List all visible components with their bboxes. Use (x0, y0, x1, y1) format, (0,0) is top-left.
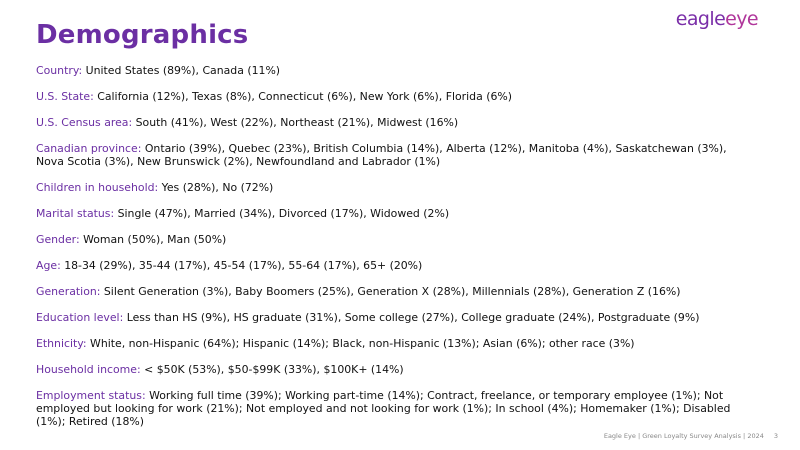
row-label: U.S. Census area: (36, 116, 133, 129)
row-household-income (36, 363, 756, 376)
row-value: United States (89%), Canada (11%) (82, 64, 281, 77)
page-number: 3 (773, 432, 778, 440)
row-label: U.S. State: (36, 90, 94, 103)
row-education-level (36, 311, 756, 324)
row-label: Canadian province: (36, 142, 142, 155)
row-age (36, 259, 756, 272)
row-label: Country: (36, 64, 83, 77)
footer-text: Eagle Eye | Green Loyalty Survey Analysis | 2024 (603, 432, 764, 440)
row-value: Ontario (39%), Quebec (23%), British Columbia (14%), Alberta (12%), Manitoba (4%), Saskatchewan (3%), Nova Scotia (3%), New Brunswick (2%), Newfoundland and Labrador (1%) (36, 142, 727, 168)
row-label: Marital status: (36, 207, 115, 220)
row-value: Single (47%), Married (34%), Divorced (17%), Widowed (2%) (114, 207, 450, 220)
row-us-state (36, 90, 756, 103)
row-value: Silent Generation (3%), Baby Boomers (25%), Generation X (28%), Millennials (28%), Generation Z (16%) (100, 285, 681, 298)
row-label: Ethnicity: (36, 337, 87, 350)
row-label: Education level: (36, 311, 124, 324)
row-country (36, 64, 756, 77)
page-title: Demographics (36, 20, 249, 50)
row-canadian-province (36, 142, 756, 168)
row-children-in-household (36, 181, 756, 194)
row-label: Age: (36, 259, 61, 272)
row-gender (36, 233, 756, 246)
row-value: Less than HS (9%), HS graduate (31%), Some college (27%), College graduate (24%), Postgraduate (9%) (123, 311, 700, 324)
row-label: Gender: (36, 233, 80, 246)
row-marital-status (36, 207, 756, 220)
row-value: California (12%), Texas (8%), Connecticut (6%), New York (6%), Florida (6%) (93, 90, 512, 103)
row-label: Children in household: (36, 181, 159, 194)
row-value: 18-34 (29%), 35-44 (17%), 45-54 (17%), 55-64 (17%), 65+ (20%) (60, 259, 423, 272)
row-generation (36, 285, 756, 298)
logo-part-2: eye (725, 8, 758, 30)
row-value: South (41%), West (22%), Northeast (21%), Midwest (16%) (132, 116, 459, 129)
footer (604, 432, 778, 440)
row-ethnicity (36, 337, 756, 350)
logo-part-1: eagle (675, 8, 726, 30)
row-value: Woman (50%), Man (50%) (79, 233, 227, 246)
row-value: < $50K (53%), $50-$99K (33%), $100K+ (14%) (140, 363, 404, 376)
demographics-list (36, 64, 756, 441)
row-label: Generation: (36, 285, 101, 298)
row-us-census-area (36, 116, 756, 129)
row-label: Household income: (36, 363, 141, 376)
row-employment-status (36, 389, 756, 428)
row-value: Working full time (39%); Working part-time (14%); Contract, freelance, or temporary employee (1%); Not employed but looking for work (21%); Not employed and not looking for work (1%); In school (4%); Homemaker (1%); Disabled (1%); Retired (18%) (36, 389, 731, 428)
row-value: Yes (28%), No (72%) (158, 181, 274, 194)
row-value: White, non-Hispanic (64%); Hispanic (14%); Black, non-Hispanic (13%); Asian (6%); other race (3%) (86, 337, 635, 350)
eagle-eye-logo (676, 8, 758, 30)
row-label: Employment status: (36, 389, 146, 402)
